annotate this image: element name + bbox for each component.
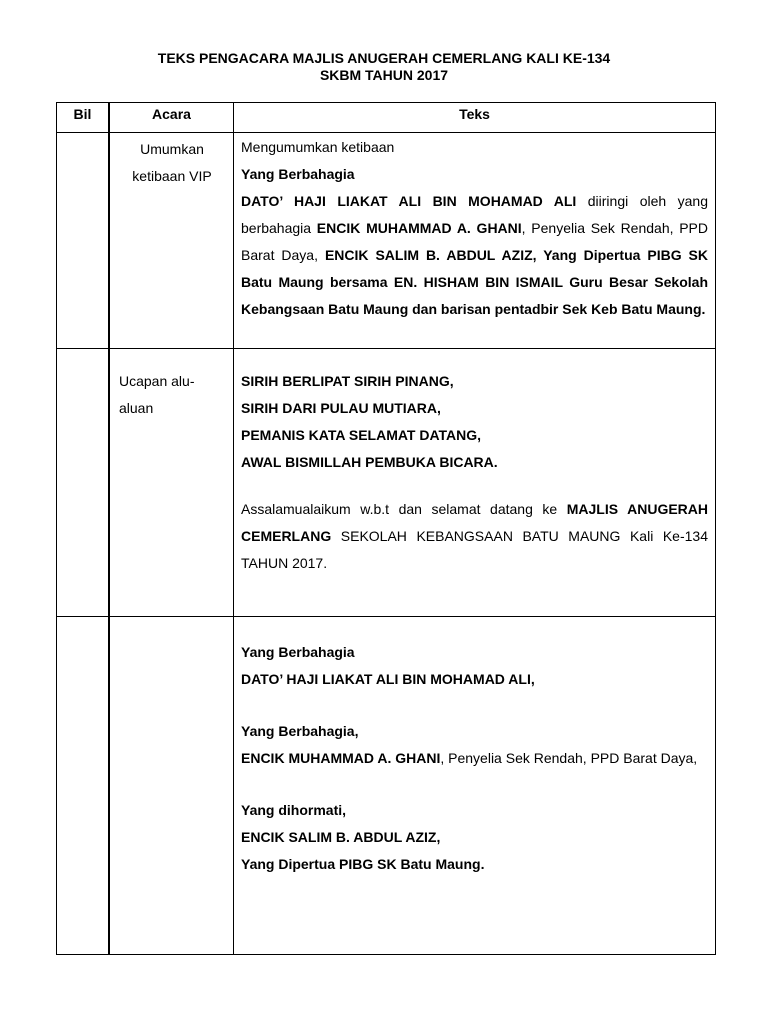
teks-line: Yang dihormati, — [241, 802, 347, 818]
header-teks: Teks — [234, 103, 716, 133]
script-table — [56, 102, 716, 955]
bil-cell — [57, 133, 110, 349]
pantun-line: AWAL BISMILLAH PEMBUKA BICARA. — [241, 454, 498, 470]
acara-cell — [109, 617, 234, 955]
teks-paragraph: Assalamualaikum w.b.t dan selamat datang ke MAJLIS ANUGERAH CEMERLANG SEKOLAH KEBANGSAAN BATU MAUNG Kali Ke-134 TAHUN 2017. — [241, 501, 708, 571]
teks-cell — [234, 349, 716, 617]
table-row — [57, 617, 716, 955]
teks-line: Yang Berbahagia, — [241, 723, 359, 739]
teks-line: ENCIK SALIM B. ABDUL AZIZ, — [241, 829, 441, 845]
teks-cell — [234, 617, 716, 955]
teks-line: Mengumumkan ketibaan — [241, 139, 395, 155]
acara-text: aluan — [119, 400, 154, 416]
header-bil: Bil — [57, 103, 110, 133]
document-title: TEKS PENGACARA MAJLIS ANUGERAH CEMERLANG KALI KE-134 — [157, 50, 611, 66]
document-subtitle: SKBM TAHUN 2017 — [319, 67, 449, 83]
teks-line: Yang Berbahagia — [241, 166, 355, 182]
bil-cell — [57, 349, 110, 617]
pantun-line: SIRIH BERLIPAT SIRIH PINANG, — [241, 373, 454, 389]
header-acara: Acara — [109, 103, 234, 133]
table-row — [57, 349, 716, 617]
teks-line: DATO’ HAJI LIAKAT ALI BIN MOHAMAD ALI, — [241, 671, 535, 687]
acara-cell — [109, 349, 234, 617]
pantun-line: PEMANIS KATA SELAMAT DATANG, — [241, 427, 482, 443]
table-row — [57, 133, 716, 349]
teks-paragraph: DATO’ HAJI LIAKAT ALI BIN MOHAMAD ALI diiringi oleh yang berbahagia ENCIK MUHAMMAD A. GHANI, Penyelia Sek Rendah, PPD Barat Daya, ENCIK SALIM B. ABDUL AZIZ, Yang Dipertua PIBG SK Batu Maung bersama EN. HISHAM BIN ISMAIL Guru Besar Sekolah Kebangsaan Batu Maung dan barisan pentadbir Sek Keb Batu Maung. — [241, 193, 709, 317]
teks-paragraph: ENCIK MUHAMMAD A. GHANI, Penyelia Sek Rendah, PPD Barat Daya, — [241, 750, 698, 766]
acara-text: Ucapan alu- — [119, 373, 195, 389]
bil-cell — [57, 617, 110, 955]
teks-cell — [234, 133, 716, 349]
acara-cell — [109, 133, 234, 349]
teks-line: Yang Berbahagia — [241, 644, 355, 660]
acara-text: ketibaan VIP — [132, 168, 212, 184]
acara-text: Umumkan — [140, 141, 204, 157]
teks-line: Yang Dipertua PIBG SK Batu Maung. — [241, 856, 485, 872]
table-header-row — [57, 103, 716, 133]
pantun-line: SIRIH DARI PULAU MUTIARA, — [241, 400, 441, 416]
